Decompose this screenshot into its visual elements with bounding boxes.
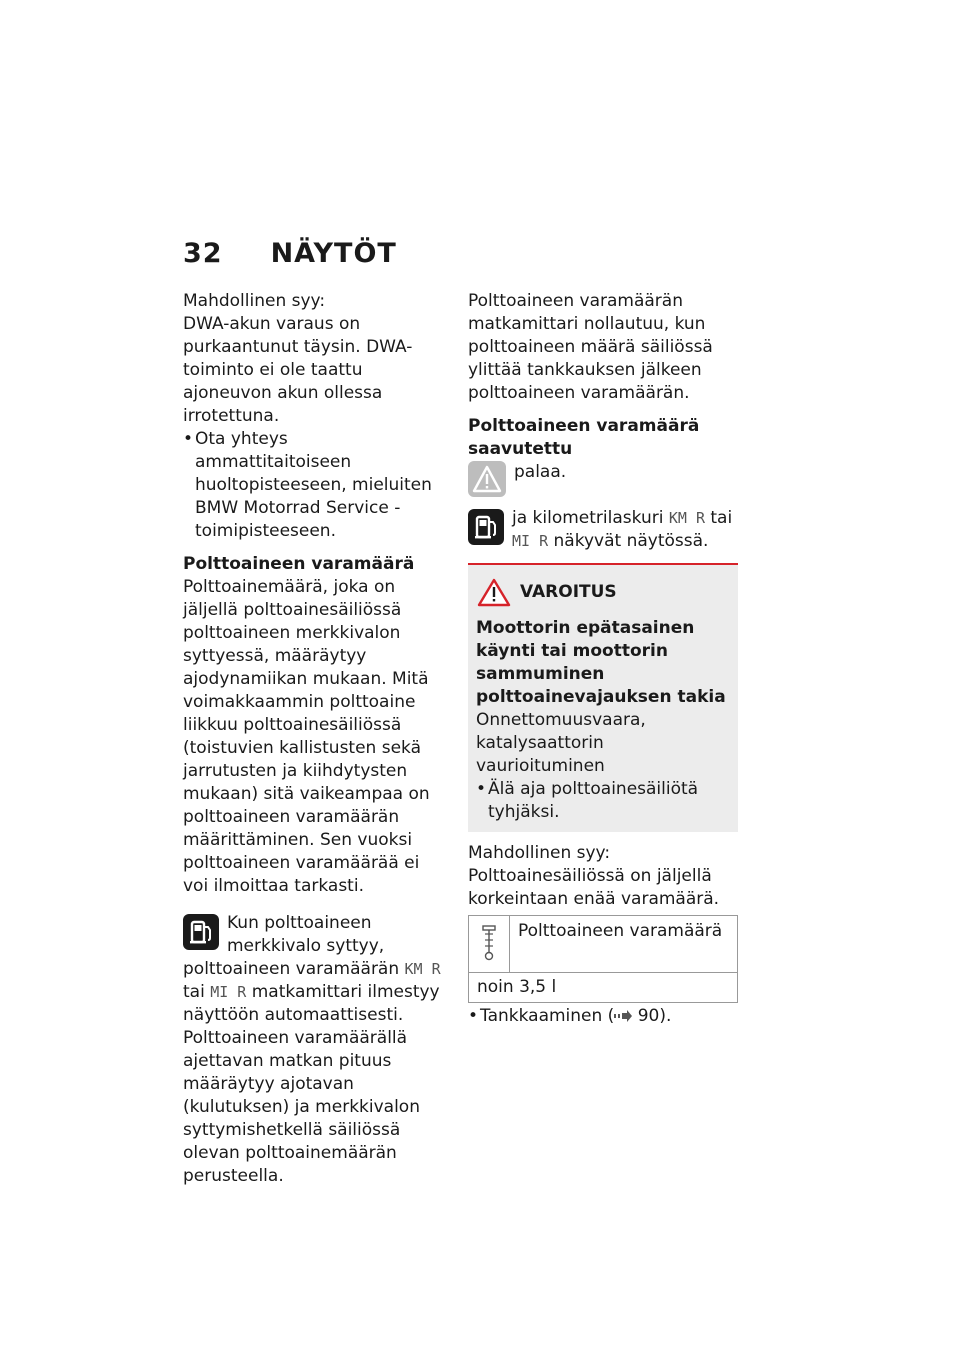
fuel-pump-icon — [468, 509, 504, 545]
service-bullet-text: Ota yhteys ammattitaitoiseen huoltopisteeseen, mieluiten BMW Motorrad Service -toimipisteeseen. — [195, 429, 432, 541]
warning-light-row — [468, 461, 738, 497]
mi-r-display: MI R — [512, 532, 549, 550]
reset-description: Polttoaineen varamäärän matkamittari nollautuu, kun polttoaineen määrä säiliössä ylittää tankkauksen jälkeen polttoaineen varamäärän. — [468, 291, 713, 403]
reserve-cause-text: Polttoainesäiliössä on jäljellä korkeintaan enää varamäärä. — [468, 866, 720, 909]
page-header — [183, 238, 397, 269]
section-heading: Polttoaineen varamäärä saavutettu — [468, 416, 700, 459]
list-item: • Älä aja polttoainesäiliötä tyhjäksi. — [476, 778, 730, 824]
dwa-cause-text: DWA-akun varaus on purkaantunut täysin. DWA-toiminto ei ole taattu ajoneuvon akun ollessa irrotettuna. — [183, 314, 413, 426]
table-value: noin 3,5 l — [477, 977, 557, 997]
page-reference-link[interactable]: 90 — [637, 1006, 660, 1026]
fuel-light-paragraph: Kun polttoaineen merkkivalo syttyy, polttoaineen varamäärän KM R tai MI R matkamittari ilmestyy näyttöön automaattisesti. — [183, 913, 441, 1025]
warning-box — [468, 563, 738, 832]
list-item: • Tankkaaminen ( 90). — [468, 1006, 672, 1026]
fuel-pump-icon — [183, 914, 219, 950]
fuel-light-row — [468, 507, 738, 553]
bullet-dot: • — [183, 429, 194, 449]
fuel-reserve-description: Polttoainemäärä, joka on jäljellä polttoainesäiliössä polttoaineen merkkivalon syttyessä, määräytyy ajodynamiikan mukaan. Mitä voimakkaammin polttoaine liikkuu polttoainesäiliössä (toistuvien kallistusten sekä jarrutusten ja kiihdytysten mukaan) sitä vaikeampaa on polttoaineen varamäärän määrittäminen. Sen vuoksi polttoaineen varamäärää ei voi ilmoittaa tarkasti. — [183, 577, 430, 896]
warning-text: Onnettomuusvaara, katalysaattorin vaurioituminen — [476, 710, 646, 776]
possible-cause-label: Mahdollinen syy: — [183, 291, 326, 311]
warning-title: VAROITUS — [476, 577, 730, 607]
page-title: NÄYTÖT — [270, 238, 397, 269]
range-description: Polttoaineen varamäärällä ajettavan matkan pituus määräytyy ajotavan (kulutuksen) ja merkkivalon syttymishetkellä säiliössä olevan polttoainemäärän perusteella. — [183, 1028, 420, 1186]
possible-cause-label: Mahdollinen syy: — [468, 843, 611, 863]
arrow-right-icon — [614, 1010, 632, 1022]
odometer-text: ja kilometrilaskuri KM R tai MI R näkyvät näytössä. — [512, 508, 733, 551]
left-column — [183, 290, 447, 1188]
palaa-text: palaa. — [514, 462, 567, 482]
page-number: 32 — [183, 238, 223, 269]
warning-bullet-text: Älä aja polttoainesäiliötä tyhjäksi. — [488, 779, 699, 822]
warning-triangle-icon — [468, 461, 506, 497]
list-item — [183, 428, 447, 543]
table-label: Polttoaineen varamäärä — [518, 921, 723, 941]
warning-triangle-icon — [476, 577, 512, 607]
warning-heading: Moottorin epätasainen käynti tai moottorin sammuminen polttoainevajauksen takia — [476, 618, 726, 707]
right-column — [468, 290, 738, 1028]
section-heading: Polttoaineen varamäärä — [183, 554, 415, 574]
mi-r-display: MI R — [210, 983, 247, 1001]
km-r-display: KM R — [404, 960, 441, 978]
km-r-display: KM R — [668, 509, 705, 527]
fuel-gauge-icon — [469, 916, 510, 972]
spec-table — [468, 915, 738, 1003]
